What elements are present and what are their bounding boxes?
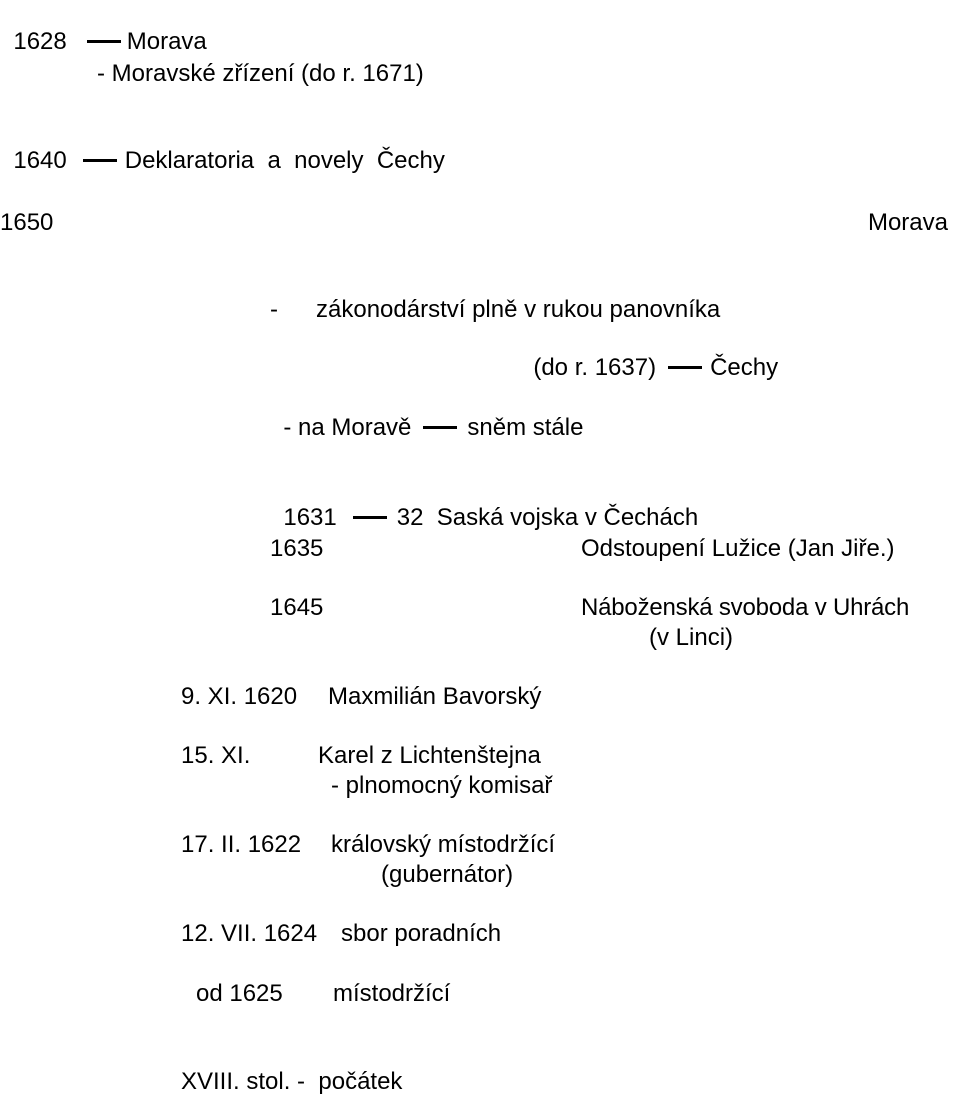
- label-cechy: Čechy: [710, 354, 779, 381]
- date-12-vii-1624: 12. VII. 1624: [181, 920, 318, 947]
- em-dash: [353, 516, 387, 519]
- zakonodarstvi-text: zákonodárství plně v rukou panovníka: [316, 296, 721, 323]
- line-moravske-zrizeni: - Moravské zřízení (do r. 1671): [97, 60, 424, 87]
- em-dash: [423, 426, 457, 429]
- sbor-poradnich-text: sbor poradních: [341, 920, 502, 947]
- date-15-xi: 15. XI.: [181, 742, 251, 769]
- line-do-1637-cechy: [520, 326, 778, 382]
- heading-morava: Morava: [126, 28, 207, 55]
- year-1645: 1645: [270, 594, 324, 621]
- plnomocny-komisar-text: - plnomocný komisař: [331, 772, 553, 799]
- karel-z-lichtenstejna-text: Karel z Lichtenštejna: [318, 742, 541, 769]
- snem-stale-text: sněm stále: [467, 414, 584, 441]
- date-9-xi-1620: 9. XI. 1620: [181, 683, 298, 710]
- em-dash: [87, 40, 121, 43]
- nabozenska-svoboda-text: Náboženská svoboda v Uhrách: [581, 594, 910, 621]
- line-1631-32: [270, 476, 698, 532]
- odstoupeni-luzice-text: Odstoupení Lužice (Jan Jiře.): [581, 535, 895, 562]
- bullet-dash: -: [270, 296, 278, 323]
- deklaratoria-text: Deklaratoria a novely Čechy: [124, 147, 445, 174]
- xviii-stol-pocatek-text: XVIII. stol. - počátek: [181, 1068, 403, 1095]
- do-1637-text: (do r. 1637): [533, 354, 657, 381]
- na-morave-text: - na Moravě: [283, 414, 412, 441]
- mistodrzici-text: místodržící: [333, 980, 451, 1007]
- date-17-ii-1622: 17. II. 1622: [181, 831, 302, 858]
- line-1628-morava: [0, 0, 207, 56]
- year-1650: 1650: [0, 209, 54, 236]
- em-dash: [668, 366, 702, 369]
- maxmilian-bavorsky-text: Maxmilián Bavorský: [328, 683, 542, 710]
- year-1640: 1640: [13, 147, 67, 174]
- date-od-1625: od 1625: [196, 980, 283, 1007]
- line-1640-deklaratoria: [0, 119, 445, 175]
- em-dash: [83, 159, 117, 162]
- year-1628: 1628: [13, 28, 67, 55]
- v-linci-text: (v Linci): [649, 624, 734, 651]
- kralovsky-mistodrzici-text: královský místodržící: [331, 831, 556, 858]
- gubernator-text: (gubernátor): [381, 861, 514, 888]
- line-na-morave-snem: [270, 386, 583, 442]
- saska-vojska-text: 32 Saská vojska v Čechách: [396, 504, 699, 531]
- year-1631: 1631: [283, 504, 337, 531]
- year-1635: 1635: [270, 535, 324, 562]
- label-morava-right: Morava: [867, 209, 948, 236]
